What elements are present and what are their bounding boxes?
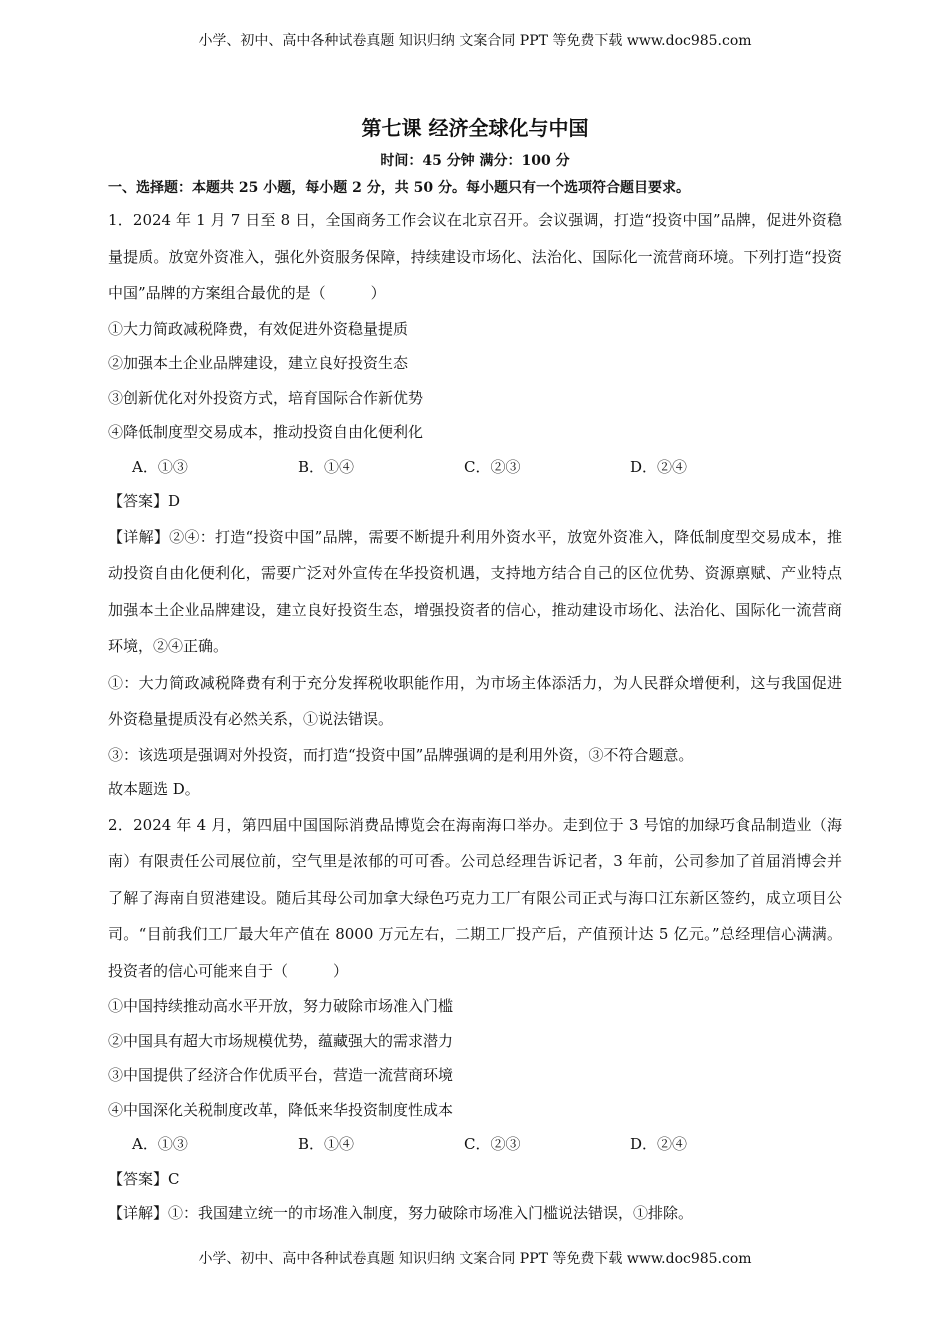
exam-info: 时间：45 分钟 满分：100 分 <box>380 153 570 169</box>
q1-option-3: ③创新优化对外投资方式，培育国际合作新优势 <box>108 388 424 407</box>
question-2-stem: 2．2024 年 4 月，第四届中国国际消费品博览会在海南海口举办。走到位于 3 号馆的加绿巧食品制造业（海南）有限责任公司展位前，空气里是浓郁的可可香。公司总经理告诉记者，3 年前，公司参加了首届消博会并了解了海南自贸港建设。随后其母公司加拿大绿色巧克力工厂有限公司正式与海口江东新区签约，成立项目公司。“目前我们工厂最大年产值在 8000 万元左右，二期工厂投产后，产值预计达 5 亿元。”总经理信心满满。投资者的信心可能来自于（ ） <box>108 815 842 980</box>
q1-detail-3: ③：该选项是强调对外投资，而打造“投资中国”品牌强调的是利用外资，③不符合题意。 <box>108 745 694 764</box>
q2-answer-label: 【答案】 <box>108 1169 169 1188</box>
q1-detail-text: ②④：打造“投资中国”品牌，需要不断提升利用外资水平，放宽外资准入，降低制度型交易成本，推动投资自由化便利化，需要广泛对外宣传在华投资机遇，支持地方结合自己的区位优势、资源禀赋、产业特点加强本土企业品牌建设，建立良好投资生态，增强投资者的信心，推动建设市场化、法治化、国际化一流营商环境，②④正确。 <box>108 527 842 655</box>
section-heading: 一、选择题：本题共 25 小题，每小题 2 分，共 50 分。每小题只有一个选项符合题目要求。 <box>108 180 690 196</box>
q2-answer <box>108 1162 842 1197</box>
q1-detail-2: ①：大力简政减税降费有利于充分发挥税收职能作用，为市场主体添活力，为人民群众增便利，这与我国促进外资稳量提质没有必然关系，①说法错误。 <box>108 673 842 728</box>
q2-choice-a: A．①③ <box>132 1135 188 1153</box>
page-footer <box>0 1248 950 1268</box>
q2-option-1: ①中国持续推动高水平开放，努力破除市场准入门槛 <box>108 997 454 1015</box>
q1-detail-label: 【详解】 <box>108 527 170 546</box>
q2-choices <box>108 1127 842 1162</box>
q2-answer-value: C <box>168 1169 180 1188</box>
question-1-stem: 1．2024 年 1 月 7 日至 8 日，全国商务工作会议在北京召开。会议强调，打造“投资中国”品牌，促进外资稳量提质。放宽外资准入，强化外资服务保障，持续建设市场化、法治化、国际化一流营商环境。下列打造“投资中国”品牌的方案组合最优的是（ ） <box>108 211 842 302</box>
header-text: 小学、初中、高中各种试卷真题 知识归纳 文案合同 PPT 等免费下载 www.doc985.com <box>198 33 752 49</box>
q2-option-3: ③中国提供了经济合作优质平台，营造一流营商环境 <box>108 1066 454 1084</box>
q1-choice-b: B．①④ <box>298 457 355 476</box>
document-body <box>108 112 842 1231</box>
q1-answer <box>108 484 842 519</box>
q1-choices <box>108 450 842 485</box>
q1-answer-label: 【答案】 <box>108 492 169 510</box>
q1-detail <box>108 519 842 665</box>
q1-choice-d: D．②④ <box>630 457 688 476</box>
q2-detail-label: 【详解】 <box>108 1204 169 1222</box>
q2-detail-text: ①：我国建立统一的市场准入制度，努力破除市场准入门槛说法错误，①排除。 <box>168 1204 694 1222</box>
page-header <box>0 30 950 50</box>
q1-option-2: ②加强本土企业品牌建设，建立良好投资生态 <box>108 354 409 372</box>
q1-choice-c: C．②③ <box>464 457 521 476</box>
footer-text: 小学、初中、高中各种试卷真题 知识归纳 文案合同 PPT 等免费下载 www.doc985.com <box>198 1251 752 1267</box>
q1-answer-value: D <box>168 492 181 510</box>
q1-conclusion: 故本题选 D。 <box>108 780 200 798</box>
q2-option-4: ④中国深化关税制度改革，降低来华投资制度性成本 <box>108 1100 454 1119</box>
q2-choice-d: D．②④ <box>630 1135 688 1153</box>
q2-detail <box>108 1196 842 1231</box>
q2-choice-b: B．①④ <box>298 1135 355 1153</box>
q2-option-2: ②中国具有超大市场规模优势，蕴藏强大的需求潜力 <box>108 1031 454 1050</box>
page-title: 第七课 经济全球化与中国 <box>361 116 589 140</box>
q1-option-4: ④降低制度型交易成本，推动投资自由化便利化 <box>108 423 424 441</box>
q2-choice-c: C．②③ <box>464 1135 521 1153</box>
q1-option-1: ①大力简政减税降费，有效促进外资稳量提质 <box>108 319 409 338</box>
q1-choice-a: A．①③ <box>132 457 188 476</box>
